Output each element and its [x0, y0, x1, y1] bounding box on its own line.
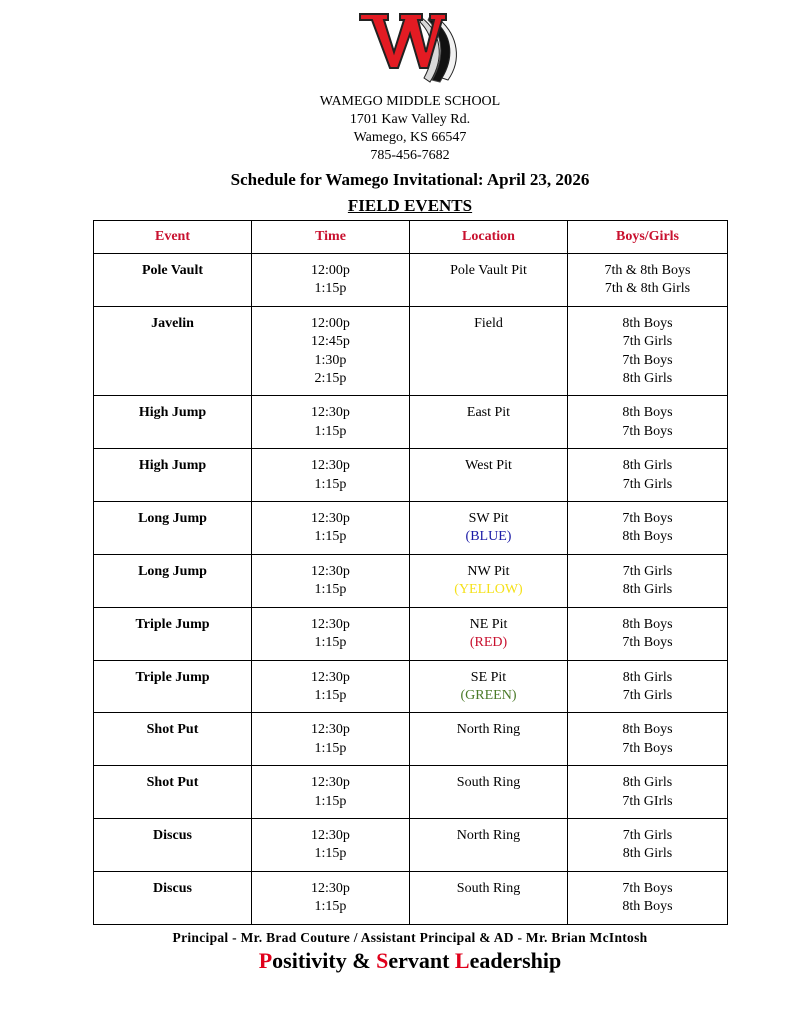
cell-line: 7th Girls: [622, 476, 673, 492]
location-cell: [410, 713, 568, 766]
cell-line: 12:00p: [311, 315, 350, 331]
cell-line: 8th Boys: [622, 315, 673, 331]
table-row: [94, 502, 728, 555]
table-row: [94, 660, 728, 713]
cell-line: 12:30p: [311, 616, 350, 632]
table-row: [94, 449, 728, 502]
motto: [0, 948, 791, 974]
groups-cell: [568, 254, 728, 307]
cell-line: 12:00p: [311, 263, 350, 278]
cell-line: 7th Boys: [622, 352, 673, 368]
cell-line: (YELLOW): [454, 582, 523, 598]
groups-cell: [568, 554, 728, 607]
cell-line: 1:15p: [314, 476, 347, 492]
cell-line: 8th Girls: [622, 846, 673, 862]
cell-line: 7th & 8th Boys: [604, 263, 691, 278]
section-title: FIELD EVENTS: [347, 196, 473, 215]
groups-cell: [568, 306, 728, 396]
time-cell: [252, 607, 410, 660]
cell-line: 12:30p: [311, 405, 350, 421]
time-cell: [252, 766, 410, 819]
cell-line: 1:15p: [314, 281, 347, 297]
table-row: [94, 254, 728, 307]
header-time: Time: [252, 221, 410, 254]
school-phone: 785-456-7682: [370, 148, 450, 163]
cell-line: 12:30p: [311, 827, 350, 843]
header-event: Event: [94, 221, 252, 254]
cell-line: North Ring: [456, 827, 521, 843]
staff-line: Principal - Mr. Brad Couture / Assistant Principal & AD - Mr. Brian McIntosh: [172, 930, 648, 945]
cell-line: NW Pit: [467, 563, 510, 579]
event-cell: Discus: [94, 818, 252, 871]
header-location: Location: [410, 221, 568, 254]
cell-line: 7th Boys: [622, 511, 673, 527]
event-cell: Shot Put: [94, 766, 252, 819]
cell-line: SW Pit: [468, 511, 509, 527]
cell-line: 12:30p: [311, 563, 350, 579]
cell-line: 8th Girls: [622, 371, 673, 387]
event-cell: Triple Jump: [94, 660, 252, 713]
cell-line: 12:30p: [311, 458, 350, 474]
cell-line: NE Pit: [469, 616, 508, 632]
groups-cell: [568, 713, 728, 766]
cell-line: 7th & 8th Girls: [604, 281, 691, 297]
groups-cell: [568, 502, 728, 555]
motto-accent-letter: S: [376, 948, 389, 973]
school-name: WAMEGO MIDDLE SCHOOL: [319, 94, 501, 109]
school-logo: [358, 8, 468, 88]
cell-line: (RED): [469, 635, 508, 651]
cell-line: 12:30p: [311, 775, 350, 791]
cell-line: 7th Boys: [622, 423, 673, 439]
school-street: 1701 Kaw Valley Rd.: [349, 112, 471, 127]
groups-cell: [568, 449, 728, 502]
cell-line: 8th Boys: [622, 405, 673, 421]
cell-line: 7th Girls: [622, 827, 673, 843]
location-cell: [410, 607, 568, 660]
table-header-row: [94, 221, 728, 254]
cell-line: 7th Girls: [622, 687, 673, 703]
cell-line: 12:45p: [311, 334, 350, 350]
groups-cell: [568, 766, 728, 819]
location-cell: [410, 818, 568, 871]
field-events-table: [93, 220, 728, 925]
event-cell: Javelin: [94, 306, 252, 396]
cell-line: 12:30p: [311, 880, 350, 896]
cell-line: 8th Boys: [622, 899, 673, 915]
location-cell: [410, 449, 568, 502]
location-cell: [410, 306, 568, 396]
time-cell: [252, 818, 410, 871]
event-cell: Pole Vault: [94, 254, 252, 307]
time-cell: [252, 396, 410, 449]
table-row: [94, 607, 728, 660]
event-cell: High Jump: [94, 449, 252, 502]
cell-line: 8th Girls: [622, 775, 673, 791]
time-cell: [252, 449, 410, 502]
cell-line: 1:30p: [314, 352, 347, 368]
table-row: [94, 396, 728, 449]
cell-line: East Pit: [466, 405, 511, 421]
cell-line: Pole Vault Pit: [450, 263, 527, 278]
cell-line: 8th Girls: [622, 582, 673, 598]
cell-line: 1:15p: [314, 635, 347, 651]
location-cell: [410, 766, 568, 819]
motto-accent-letter: L: [454, 948, 470, 973]
cell-line: 8th Girls: [622, 458, 673, 474]
cell-line: SE Pit: [470, 669, 507, 685]
cell-line: 8th Girls: [622, 669, 673, 685]
cell-line: 1:15p: [314, 529, 347, 545]
cell-line: 12:30p: [311, 722, 350, 738]
cell-line: 1:15p: [314, 423, 347, 439]
time-cell: [252, 254, 410, 307]
table-row: [94, 554, 728, 607]
table-row: [94, 766, 728, 819]
groups-cell: [568, 396, 728, 449]
cell-line: 7th Girls: [622, 334, 673, 350]
time-cell: [252, 871, 410, 924]
motto-text: eadership: [469, 948, 562, 973]
table-row: [94, 818, 728, 871]
time-cell: [252, 502, 410, 555]
motto-text: ervant: [388, 948, 455, 973]
cell-line: 8th Boys: [622, 616, 673, 632]
cell-line: 1:15p: [314, 846, 347, 862]
cell-line: 7th Girls: [622, 563, 673, 579]
location-cell: [410, 254, 568, 307]
cell-line: 1:15p: [314, 582, 347, 598]
cell-line: West Pit: [465, 458, 512, 474]
cell-line: 8th Boys: [622, 722, 673, 738]
location-cell: [410, 554, 568, 607]
groups-cell: [568, 818, 728, 871]
school-address: [0, 93, 791, 165]
time-cell: [252, 554, 410, 607]
cell-line: 1:15p: [314, 687, 347, 703]
location-cell: [410, 660, 568, 713]
event-cell: High Jump: [94, 396, 252, 449]
cell-line: 1:15p: [314, 793, 347, 809]
event-cell: Long Jump: [94, 554, 252, 607]
time-cell: [252, 306, 410, 396]
groups-cell: [568, 871, 728, 924]
cell-line: (BLUE): [465, 529, 512, 545]
schedule-title: Schedule for Wamego Invitational: April 23, 2026: [230, 170, 590, 189]
location-cell: [410, 396, 568, 449]
event-cell: Shot Put: [94, 713, 252, 766]
cell-line: 12:30p: [311, 511, 350, 527]
cell-line: South Ring: [456, 775, 521, 791]
cell-line: 7th GIrls: [622, 793, 673, 809]
table-row: [94, 871, 728, 924]
time-cell: [252, 660, 410, 713]
groups-cell: [568, 660, 728, 713]
cell-line: 12:30p: [311, 669, 350, 685]
event-cell: Discus: [94, 871, 252, 924]
cell-line: 8th Boys: [622, 529, 673, 545]
groups-cell: [568, 607, 728, 660]
event-cell: Long Jump: [94, 502, 252, 555]
cell-line: 1:15p: [314, 740, 347, 756]
location-cell: [410, 502, 568, 555]
cell-line: South Ring: [456, 880, 521, 896]
cell-line: Field: [474, 315, 503, 331]
header-boys-girls: Boys/Girls: [568, 221, 728, 254]
cell-line: 2:15p: [314, 371, 347, 387]
school-city: Wamego, KS 66547: [353, 130, 467, 145]
motto-accent-letter: P: [258, 948, 273, 973]
cell-line: 7th Boys: [622, 635, 673, 651]
event-cell: Triple Jump: [94, 607, 252, 660]
table-row: [94, 713, 728, 766]
time-cell: [252, 713, 410, 766]
cell-line: 1:15p: [314, 899, 347, 915]
table-row: [94, 306, 728, 396]
cell-line: (GREEN): [460, 687, 517, 703]
cell-line: 7th Boys: [622, 880, 673, 896]
motto-text: ositivity &: [272, 948, 377, 973]
location-cell: [410, 871, 568, 924]
cell-line: North Ring: [456, 722, 521, 738]
cell-line: 7th Boys: [622, 740, 673, 756]
